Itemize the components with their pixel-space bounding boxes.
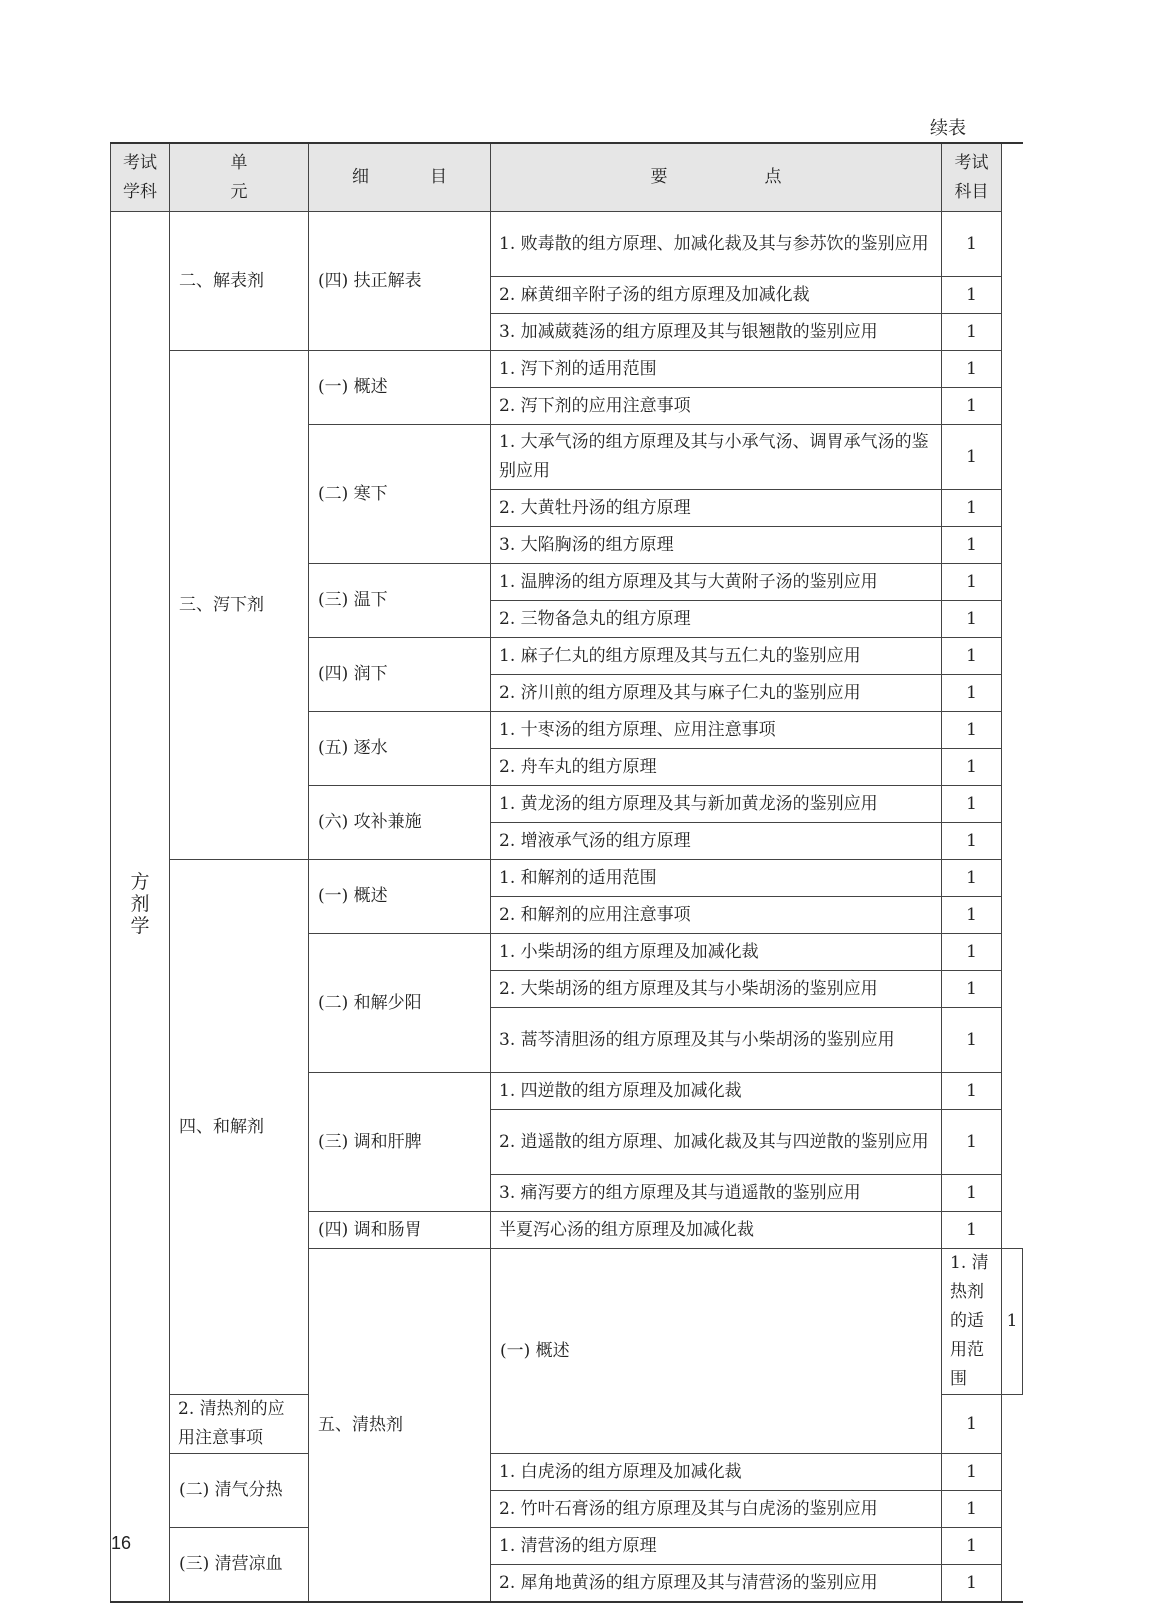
detail-cell: (五) 逐水 (309, 712, 491, 786)
point-cell: 2. 济川煎的组方原理及其与麻子仁丸的鉴别应用 (491, 675, 942, 712)
level-cell: 1 (1002, 1249, 1023, 1395)
detail-cell: (二) 清气分热 (170, 1454, 309, 1528)
unit-cell: 三、泻下剂 (170, 351, 309, 860)
detail-cell: (三) 清营凉血 (170, 1528, 309, 1603)
level-cell: 1 (942, 1008, 1002, 1073)
point-cell: 1. 白虎汤的组方原理及加减化裁 (491, 1454, 942, 1491)
detail-cell: (一) 概述 (491, 1249, 942, 1454)
point-cell: 1. 大承气汤的组方原理及其与小承气汤、调胃承气汤的鉴别应用 (491, 425, 942, 490)
detail-cell: (二) 寒下 (309, 425, 491, 564)
level-cell: 1 (942, 638, 1002, 675)
level-cell: 1 (942, 277, 1002, 314)
point-cell: 2. 犀角地黄汤的组方原理及其与清营汤的鉴别应用 (491, 1565, 942, 1603)
point-cell: 2. 麻黄细辛附子汤的组方原理及加减化裁 (491, 277, 942, 314)
header-subject: 考试学科 (111, 143, 170, 212)
point-cell: 1. 麻子仁丸的组方原理及其与五仁丸的鉴别应用 (491, 638, 942, 675)
level-cell: 1 (942, 1212, 1002, 1249)
table-row (111, 1454, 1023, 1491)
unit-cell: 二、解表剂 (170, 212, 309, 351)
point-cell: 1. 败毒散的组方原理、加减化裁及其与参苏饮的鉴别应用 (491, 212, 942, 277)
level-cell: 1 (942, 527, 1002, 564)
point-cell: 2. 竹叶石膏汤的组方原理及其与白虎汤的鉴别应用 (491, 1491, 942, 1528)
point-cell: 1. 温脾汤的组方原理及其与大黄附子汤的鉴别应用 (491, 564, 942, 601)
table-row (111, 1528, 1023, 1565)
point-cell: 1. 十枣汤的组方原理、应用注意事项 (491, 712, 942, 749)
detail-cell: (一) 概述 (309, 860, 491, 934)
table-body (111, 212, 1023, 1603)
detail-cell: (四) 扶正解表 (309, 212, 491, 351)
table-row (111, 212, 1023, 277)
detail-cell: (一) 概述 (309, 351, 491, 425)
unit-cell: 五、清热剂 (309, 1249, 491, 1603)
point-cell: 2. 三物备急丸的组方原理 (491, 601, 942, 638)
level-cell: 1 (942, 786, 1002, 823)
point-cell: 2. 舟车丸的组方原理 (491, 749, 942, 786)
level-cell: 1 (942, 675, 1002, 712)
level-cell: 1 (942, 971, 1002, 1008)
level-cell: 1 (942, 351, 1002, 388)
table-header-row (111, 143, 1023, 212)
page-number: 16 (111, 1533, 132, 1553)
point-cell: 半夏泻心汤的组方原理及加减化裁 (491, 1212, 942, 1249)
level-cell: 1 (942, 860, 1002, 897)
level-cell: 1 (942, 212, 1002, 277)
level-cell: 1 (942, 1528, 1002, 1565)
level-cell: 1 (942, 1454, 1002, 1491)
point-cell: 2. 和解剂的应用注意事项 (491, 897, 942, 934)
syllabus-table (110, 142, 1023, 1603)
table-row (111, 860, 1023, 897)
level-cell: 1 (942, 1073, 1002, 1110)
level-cell: 1 (942, 1110, 1002, 1175)
continued-table-label: 续表 (930, 118, 966, 139)
level-cell: 1 (942, 1565, 1002, 1603)
point-cell: 1. 小柴胡汤的组方原理及加减化裁 (491, 934, 942, 971)
detail-cell: (四) 润下 (309, 638, 491, 712)
table-row (111, 351, 1023, 388)
point-cell: 1. 和解剂的适用范围 (491, 860, 942, 897)
level-cell: 1 (942, 823, 1002, 860)
point-cell: 2. 逍遥散的组方原理、加减化裁及其与四逆散的鉴别应用 (491, 1110, 942, 1175)
detail-cell: (六) 攻补兼施 (309, 786, 491, 860)
detail-cell: (四) 调和肠胃 (309, 1212, 491, 1249)
level-cell: 1 (942, 1175, 1002, 1212)
level-cell: 1 (942, 1395, 1002, 1454)
level-cell: 1 (942, 490, 1002, 527)
point-cell: 2. 大黄牡丹汤的组方原理 (491, 490, 942, 527)
point-cell: 1. 清热剂的适用范围 (942, 1249, 1002, 1395)
level-cell: 1 (942, 425, 1002, 490)
point-cell: 3. 加减葳蕤汤的组方原理及其与银翘散的鉴别应用 (491, 314, 942, 351)
level-cell: 1 (942, 388, 1002, 425)
header-points: 要 点 (491, 143, 942, 212)
header-level: 考试科目 (942, 143, 1002, 212)
level-cell: 1 (942, 564, 1002, 601)
detail-cell: (二) 和解少阳 (309, 934, 491, 1073)
point-cell: 1. 清营汤的组方原理 (491, 1528, 942, 1565)
level-cell: 1 (942, 712, 1002, 749)
level-cell: 1 (942, 897, 1002, 934)
point-cell: 1. 泻下剂的适用范围 (491, 351, 942, 388)
point-cell: 3. 蒿芩清胆汤的组方原理及其与小柴胡汤的鉴别应用 (491, 1008, 942, 1073)
detail-cell: (三) 调和肝脾 (309, 1073, 491, 1212)
level-cell: 1 (942, 1491, 1002, 1528)
point-cell: 2. 增液承气汤的组方原理 (491, 823, 942, 860)
level-cell: 1 (942, 934, 1002, 971)
point-cell: 1. 四逆散的组方原理及加减化裁 (491, 1073, 942, 1110)
header-unit: 单 元 (170, 143, 309, 212)
point-cell: 2. 清热剂的应用注意事项 (170, 1395, 309, 1454)
point-cell: 2. 大柴胡汤的组方原理及其与小柴胡汤的鉴别应用 (491, 971, 942, 1008)
subject-label: 方剂学 (130, 871, 150, 937)
detail-cell: (三) 温下 (309, 564, 491, 638)
level-cell: 1 (942, 749, 1002, 786)
unit-cell: 四、和解剂 (170, 860, 309, 1395)
point-cell: 2. 泻下剂的应用注意事项 (491, 388, 942, 425)
level-cell: 1 (942, 314, 1002, 351)
point-cell: 3. 大陷胸汤的组方原理 (491, 527, 942, 564)
subject-cell (111, 212, 170, 1603)
header-detail: 细 目 (309, 143, 491, 212)
level-cell: 1 (942, 601, 1002, 638)
point-cell: 3. 痛泻要方的组方原理及其与逍遥散的鉴别应用 (491, 1175, 942, 1212)
point-cell: 1. 黄龙汤的组方原理及其与新加黄龙汤的鉴别应用 (491, 786, 942, 823)
